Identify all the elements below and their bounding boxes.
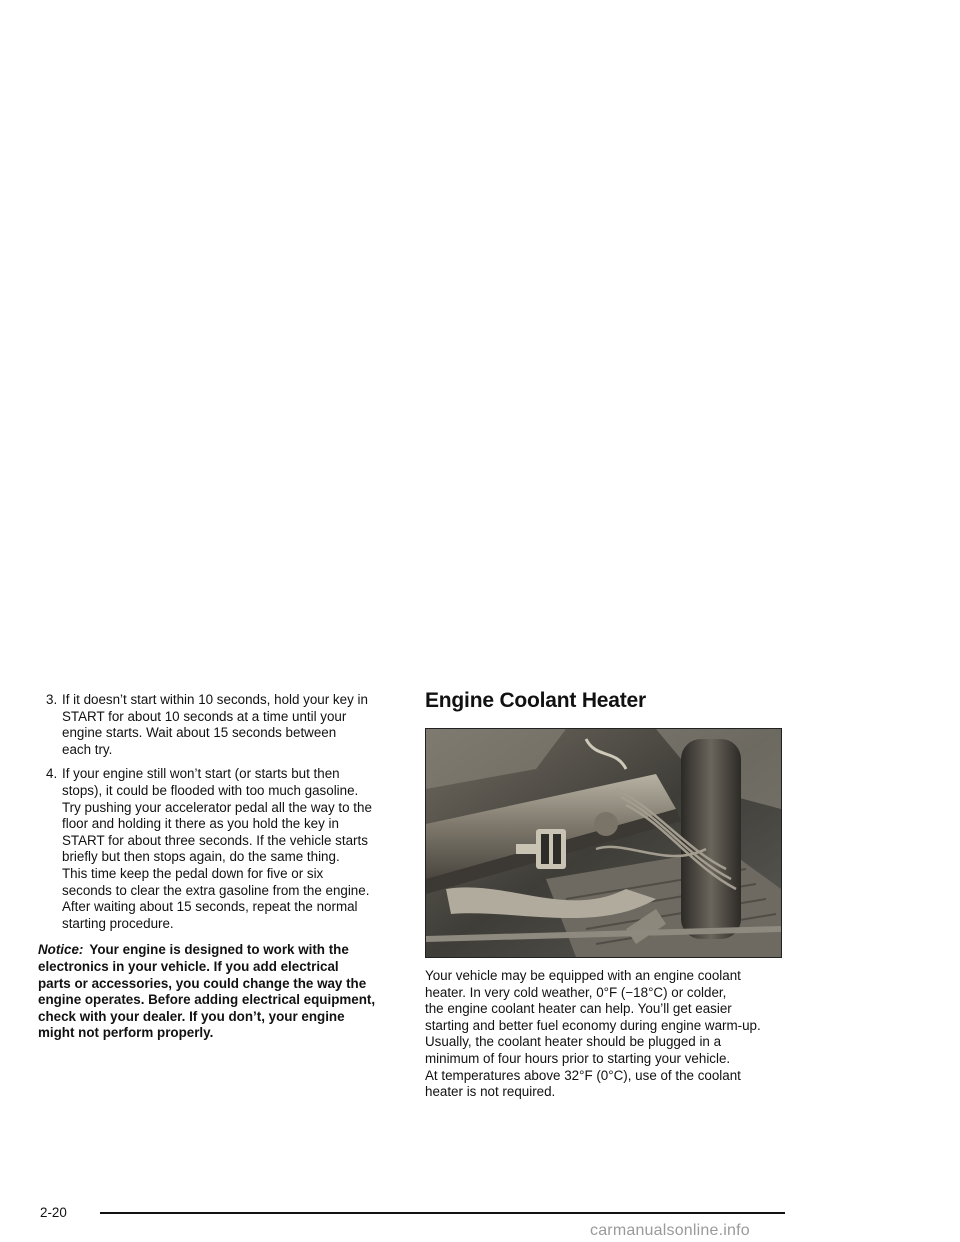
- engine-coolant-heater-photo: [425, 728, 782, 958]
- step-line: START for about three seconds. If the vehicle starts: [62, 832, 368, 848]
- notice-line: engine operates. Before adding electrical equipment,: [38, 992, 376, 1008]
- footer-rule: [100, 1212, 785, 1214]
- step-line: engine starts. Wait about 15 seconds between: [62, 725, 337, 741]
- step-line: seconds to clear the extra gasoline from the engine.: [62, 882, 370, 898]
- step-line: This time keep the pedal down for five or six: [62, 865, 324, 881]
- body-line: At temperatures above 32°F (0°C), use of the coolant: [425, 1067, 741, 1083]
- page-number: 2-20: [40, 1205, 67, 1220]
- coolant-heater-description: [425, 968, 785, 1101]
- list-item: [38, 766, 394, 932]
- engine-photo-illustration: [426, 729, 781, 957]
- body-line: minimum of four hours prior to starting your vehicle.: [425, 1050, 731, 1066]
- step-line: briefly but then stops again, do the same thing.: [62, 849, 340, 865]
- step-line: START for about 10 seconds at a time until your: [62, 708, 347, 724]
- body-line: heater is not required.: [425, 1084, 556, 1100]
- step-line: starting procedure.: [62, 915, 174, 931]
- body-line: Your vehicle may be equipped with an engine coolant: [425, 968, 741, 983]
- step-text: [62, 766, 394, 932]
- left-column: [38, 692, 394, 1042]
- notice-line: might not perform properly.: [38, 1025, 214, 1041]
- step-line: After waiting about 15 seconds, repeat the normal: [62, 899, 358, 915]
- notice-label: Notice:: [38, 942, 84, 958]
- notice-line: electronics in your vehicle. If you add electrical: [38, 958, 339, 974]
- list-item: [38, 692, 394, 758]
- step-number: 3.: [46, 692, 58, 707]
- step-line: Try pushing your accelerator pedal all the way to the: [62, 799, 372, 815]
- notice-line: parts or accessories, you could change the way the: [38, 975, 367, 991]
- step-line: If it doesn’t start within 10 seconds, hold your key in: [62, 692, 368, 707]
- watermark: carmanualsonline.info: [590, 1222, 750, 1239]
- step-number: 4.: [46, 766, 58, 782]
- notice-block: [38, 942, 394, 1042]
- right-column: [425, 688, 785, 1101]
- step-line: stops), it could be flooded with too much gasoline.: [62, 782, 359, 798]
- body-line: the engine coolant heater can help. You’ll get easier: [425, 1001, 732, 1017]
- body-line: Usually, the coolant heater should be plugged in a: [425, 1034, 722, 1050]
- step-line: each try.: [62, 741, 113, 757]
- notice-line: Your engine is designed to work with the: [89, 942, 349, 958]
- section-title: Engine Coolant Heater: [425, 689, 646, 712]
- body-line: heater. In very cold weather, 0°F (−18°C) or colder,: [425, 984, 727, 1000]
- step-line: If your engine still won’t start (or starts but then: [62, 766, 340, 782]
- body-line: starting and better fuel economy during engine warm-up.: [425, 1017, 761, 1033]
- notice-line: check with your dealer. If you don’t, your engine: [38, 1008, 345, 1024]
- step-line: floor and holding it there as you hold the key in: [62, 816, 339, 832]
- step-text: [62, 692, 394, 758]
